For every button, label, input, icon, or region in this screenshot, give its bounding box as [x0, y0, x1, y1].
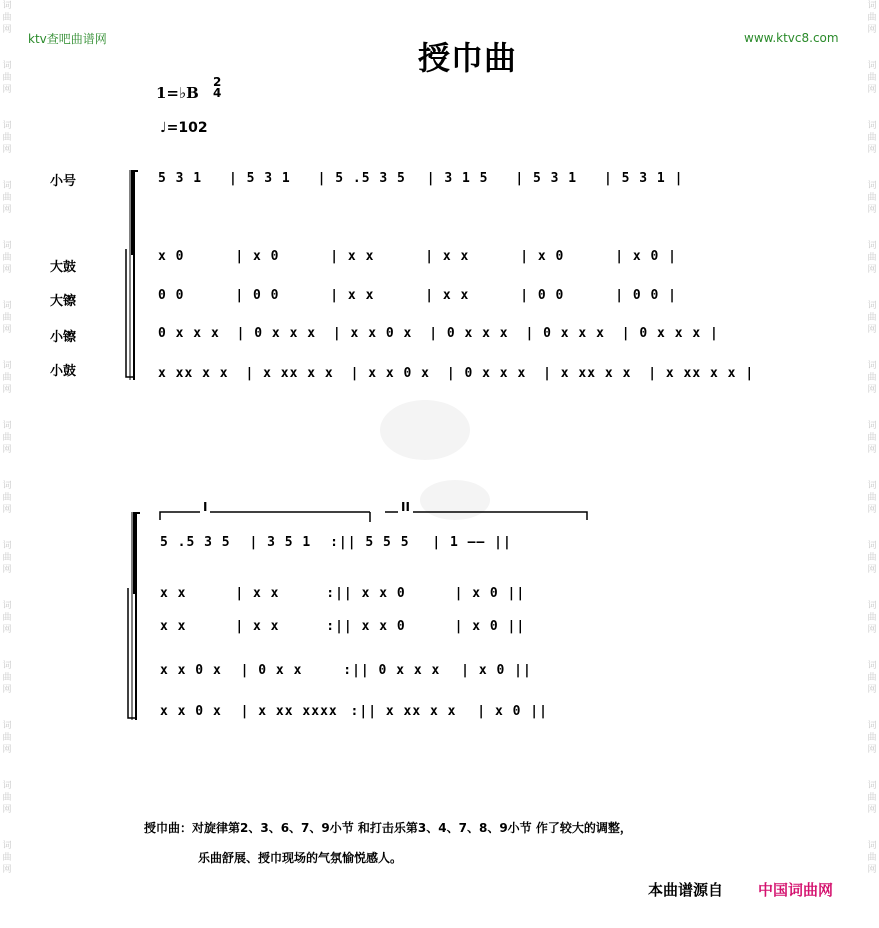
watermark-char: 网	[867, 625, 877, 635]
watermark-char: 曲	[867, 613, 877, 623]
watermark-char: 词	[2, 421, 12, 431]
watermark-char: 网	[2, 565, 12, 575]
measure: | 5 .5 3 5	[317, 171, 406, 186]
measure: x 0	[158, 249, 185, 264]
measure: x x 0 x	[160, 663, 222, 678]
measure: | 0 0 |	[615, 288, 677, 303]
measure: | 3 5 1	[249, 535, 312, 550]
watermark-char: 词	[2, 721, 12, 731]
watermark-char: 网	[2, 145, 12, 155]
measure: | 0 x x x	[525, 326, 605, 341]
note-line-2: 乐曲舒展、授巾现场的气氛愉悦感人。	[198, 851, 403, 865]
measure: | 0 x x x	[446, 366, 527, 381]
instrument-label: 小镲	[50, 330, 77, 345]
watermark-char: 网	[2, 265, 12, 275]
watermark-char: 词	[2, 61, 12, 71]
watermark-char: 网	[867, 385, 877, 395]
measure: | 5 3 1	[228, 171, 291, 186]
measure: | 0 x x	[240, 663, 303, 678]
watermark-char: 曲	[2, 733, 12, 743]
measure: :|| 0 x x x	[343, 663, 441, 678]
measure: | 0 x x x |	[621, 326, 719, 341]
watermark-char: 曲	[867, 313, 877, 323]
measure: | x 0	[520, 249, 565, 264]
measure: | x 0 ||	[454, 619, 526, 634]
measure: x x	[160, 619, 187, 634]
source-site-link[interactable]: 中国词曲网	[758, 881, 834, 899]
watermark-char: 网	[867, 265, 877, 275]
system2-brackets	[120, 510, 144, 724]
watermark-char: 词	[2, 1, 12, 11]
measure: :|| x x 0	[326, 586, 406, 601]
key-signature: 1=♭B	[156, 84, 199, 102]
instrument-label: 小号	[50, 174, 77, 189]
snare-drum-row	[158, 366, 754, 381]
measure: | 5 3 1 |	[603, 171, 684, 186]
watermark-char: 网	[867, 25, 877, 35]
watermark-char: 曲	[867, 493, 877, 503]
time-numerator: 2	[213, 75, 222, 89]
watermark-char: 曲	[2, 433, 12, 443]
watermark-char: 词	[2, 661, 12, 671]
watermark-char: 词	[2, 241, 12, 251]
watermark-char: 曲	[2, 253, 12, 263]
watermark-char: 网	[867, 745, 877, 755]
measure: 0 x x x	[158, 326, 220, 341]
measure: :|| 5 5 5	[330, 535, 410, 550]
watermark-char: 网	[2, 865, 12, 875]
watermark-char: 曲	[2, 853, 12, 863]
watermark-char: 词	[867, 241, 877, 251]
source-label: 本曲谱源自	[648, 881, 724, 899]
time-denominator: 4	[213, 86, 222, 100]
measure: | x 0 ||	[454, 586, 526, 601]
measure: | 1 —— ||	[432, 535, 512, 550]
watermark-char: 网	[2, 25, 12, 35]
measure: | x x	[425, 249, 470, 264]
watermark-char: 词	[867, 481, 877, 491]
watermark-char: 词	[2, 541, 12, 551]
left-watermark-strip	[0, 0, 14, 928]
instrument-label: 大镲	[50, 294, 77, 309]
watermark-char: 曲	[867, 793, 877, 803]
watermark-char: 网	[867, 325, 877, 335]
site-url-right: www.ktvc8.com	[744, 31, 839, 45]
watermark-char: 网	[867, 865, 877, 875]
right-watermark-strip	[865, 0, 879, 928]
watermark-char: 网	[2, 385, 12, 395]
measure: | x x 0 x	[350, 366, 431, 381]
watermark-char: 网	[2, 685, 12, 695]
measure: :|| x x 0	[326, 619, 406, 634]
tempo-marking: ♩=102	[160, 120, 208, 136]
measure: | 0 x x x	[429, 326, 509, 341]
watermark-char: 网	[2, 205, 12, 215]
watermark-char: 词	[867, 301, 877, 311]
watermark-char: 曲	[2, 13, 12, 23]
watermark-char: 词	[867, 421, 877, 431]
watermark-char: 词	[867, 841, 877, 851]
watermark-char: 词	[867, 361, 877, 371]
watermark-char: 曲	[2, 313, 12, 323]
watermark-char: 曲	[867, 673, 877, 683]
measure: | x x	[330, 288, 375, 303]
instrument-label: 小鼓	[50, 364, 77, 379]
site-name-left: ktv查吧曲谱网	[28, 32, 107, 46]
watermark-char: 曲	[867, 193, 877, 203]
volta-two-label: II	[398, 500, 413, 514]
watermark-char: 词	[2, 481, 12, 491]
measure: | x xx x x |	[648, 366, 755, 381]
watermark-char: 词	[867, 721, 877, 731]
measure: | x x	[425, 288, 470, 303]
watermark-char: 曲	[2, 73, 12, 83]
watermark-char: 曲	[867, 13, 877, 23]
watermark-char: 词	[2, 181, 12, 191]
watermark-char: 曲	[2, 133, 12, 143]
watermark-char: 曲	[2, 673, 12, 683]
cymbal-row	[158, 288, 677, 303]
watermark-char: 词	[2, 121, 12, 131]
measure: x xx x x	[158, 366, 229, 381]
watermark-char: 网	[2, 505, 12, 515]
measure: x x 0 x	[160, 704, 222, 719]
measure: | x 0 |	[615, 249, 677, 264]
watermark-char: 曲	[867, 253, 877, 263]
watermark-char: 词	[2, 301, 12, 311]
watermark-char: 曲	[2, 553, 12, 563]
watermark-char: 词	[2, 601, 12, 611]
note-line-1: 授巾曲：对旋律第2、3、6、7、9小节 和打击乐第3、4、7、8、9小节 作了较大的调整，	[144, 821, 632, 835]
small-cymbal-row-2	[160, 663, 532, 678]
watermark-char: 词	[2, 781, 12, 791]
watermark-char: 曲	[867, 433, 877, 443]
measure: 5 3 1	[158, 171, 203, 186]
volta-one-label: I	[200, 500, 210, 514]
measure: | 3 1 5	[426, 171, 489, 186]
measure: | x x	[330, 249, 375, 264]
measure: :|| x xx x x	[350, 704, 457, 719]
watermark-char: 曲	[867, 373, 877, 383]
watermark-char: 曲	[2, 793, 12, 803]
cymbal-row-2	[160, 619, 525, 634]
watermark-char: 网	[867, 805, 877, 815]
measure: | x 0 ||	[477, 704, 548, 719]
watermark-char: 词	[2, 361, 12, 371]
watermark-char: 词	[867, 541, 877, 551]
watermark-char: 词	[867, 181, 877, 191]
bass-drum-row	[158, 249, 677, 264]
system1-brackets	[118, 165, 142, 385]
watermark-char: 曲	[867, 73, 877, 83]
trumpet-row	[158, 171, 683, 186]
measure: | x x	[235, 586, 280, 601]
watermark-char: 曲	[2, 613, 12, 623]
watermark-char: 词	[867, 601, 877, 611]
watermark-char: 网	[2, 85, 12, 95]
watermark-char: 网	[867, 505, 877, 515]
time-signature	[213, 77, 221, 99]
watermark-char: 网	[867, 685, 877, 695]
bass-drum-row-2	[160, 586, 525, 601]
watermark-char: 网	[867, 205, 877, 215]
measure: | x xx x x	[543, 366, 632, 381]
watermark-char: 网	[2, 325, 12, 335]
measure: | x xx xxxx	[240, 704, 338, 719]
watermark-char: 曲	[867, 553, 877, 563]
watermark-char: 网	[2, 445, 12, 455]
watermark-char: 网	[867, 85, 877, 95]
watermark-char: 曲	[867, 853, 877, 863]
watermark-char: 词	[867, 661, 877, 671]
score-title: 授巾曲	[418, 39, 518, 77]
watermark-char: 曲	[2, 493, 12, 503]
volta-brackets	[155, 500, 595, 530]
measure: | x xx x x	[245, 366, 334, 381]
watermark-char: 词	[867, 1, 877, 11]
watermark-char: 词	[867, 61, 877, 71]
measure: 0 0	[158, 288, 185, 303]
watermark-char: 网	[2, 805, 12, 815]
measure: | 0 0	[235, 288, 280, 303]
measure: | x 0	[235, 249, 280, 264]
watermark-char: 网	[867, 565, 877, 575]
paper-smudge	[380, 400, 470, 460]
watermark-char: 词	[2, 841, 12, 851]
watermark-char: 网	[867, 145, 877, 155]
watermark-char: 曲	[867, 733, 877, 743]
measure: | 0 x x x	[236, 326, 317, 341]
watermark-char: 曲	[2, 193, 12, 203]
watermark-char: 词	[867, 781, 877, 791]
small-cymbal-row	[158, 326, 719, 341]
watermark-char: 网	[2, 625, 12, 635]
snare-drum-row-2	[160, 704, 548, 719]
measure: x x	[160, 586, 187, 601]
measure: | 5 3 1	[515, 171, 578, 186]
watermark-char: 网	[867, 445, 877, 455]
measure: 5 .5 3 5	[160, 535, 231, 550]
watermark-char: 词	[867, 121, 877, 131]
measure: | x x 0 x	[332, 326, 413, 341]
measure: | x x	[235, 619, 280, 634]
watermark-char: 网	[2, 745, 12, 755]
trumpet-row-2	[160, 535, 512, 550]
measure: | 0 0	[520, 288, 565, 303]
watermark-char: 曲	[867, 133, 877, 143]
watermark-char: 曲	[2, 373, 12, 383]
measure: | x 0 ||	[461, 663, 532, 678]
instrument-label: 大鼓	[50, 260, 77, 275]
